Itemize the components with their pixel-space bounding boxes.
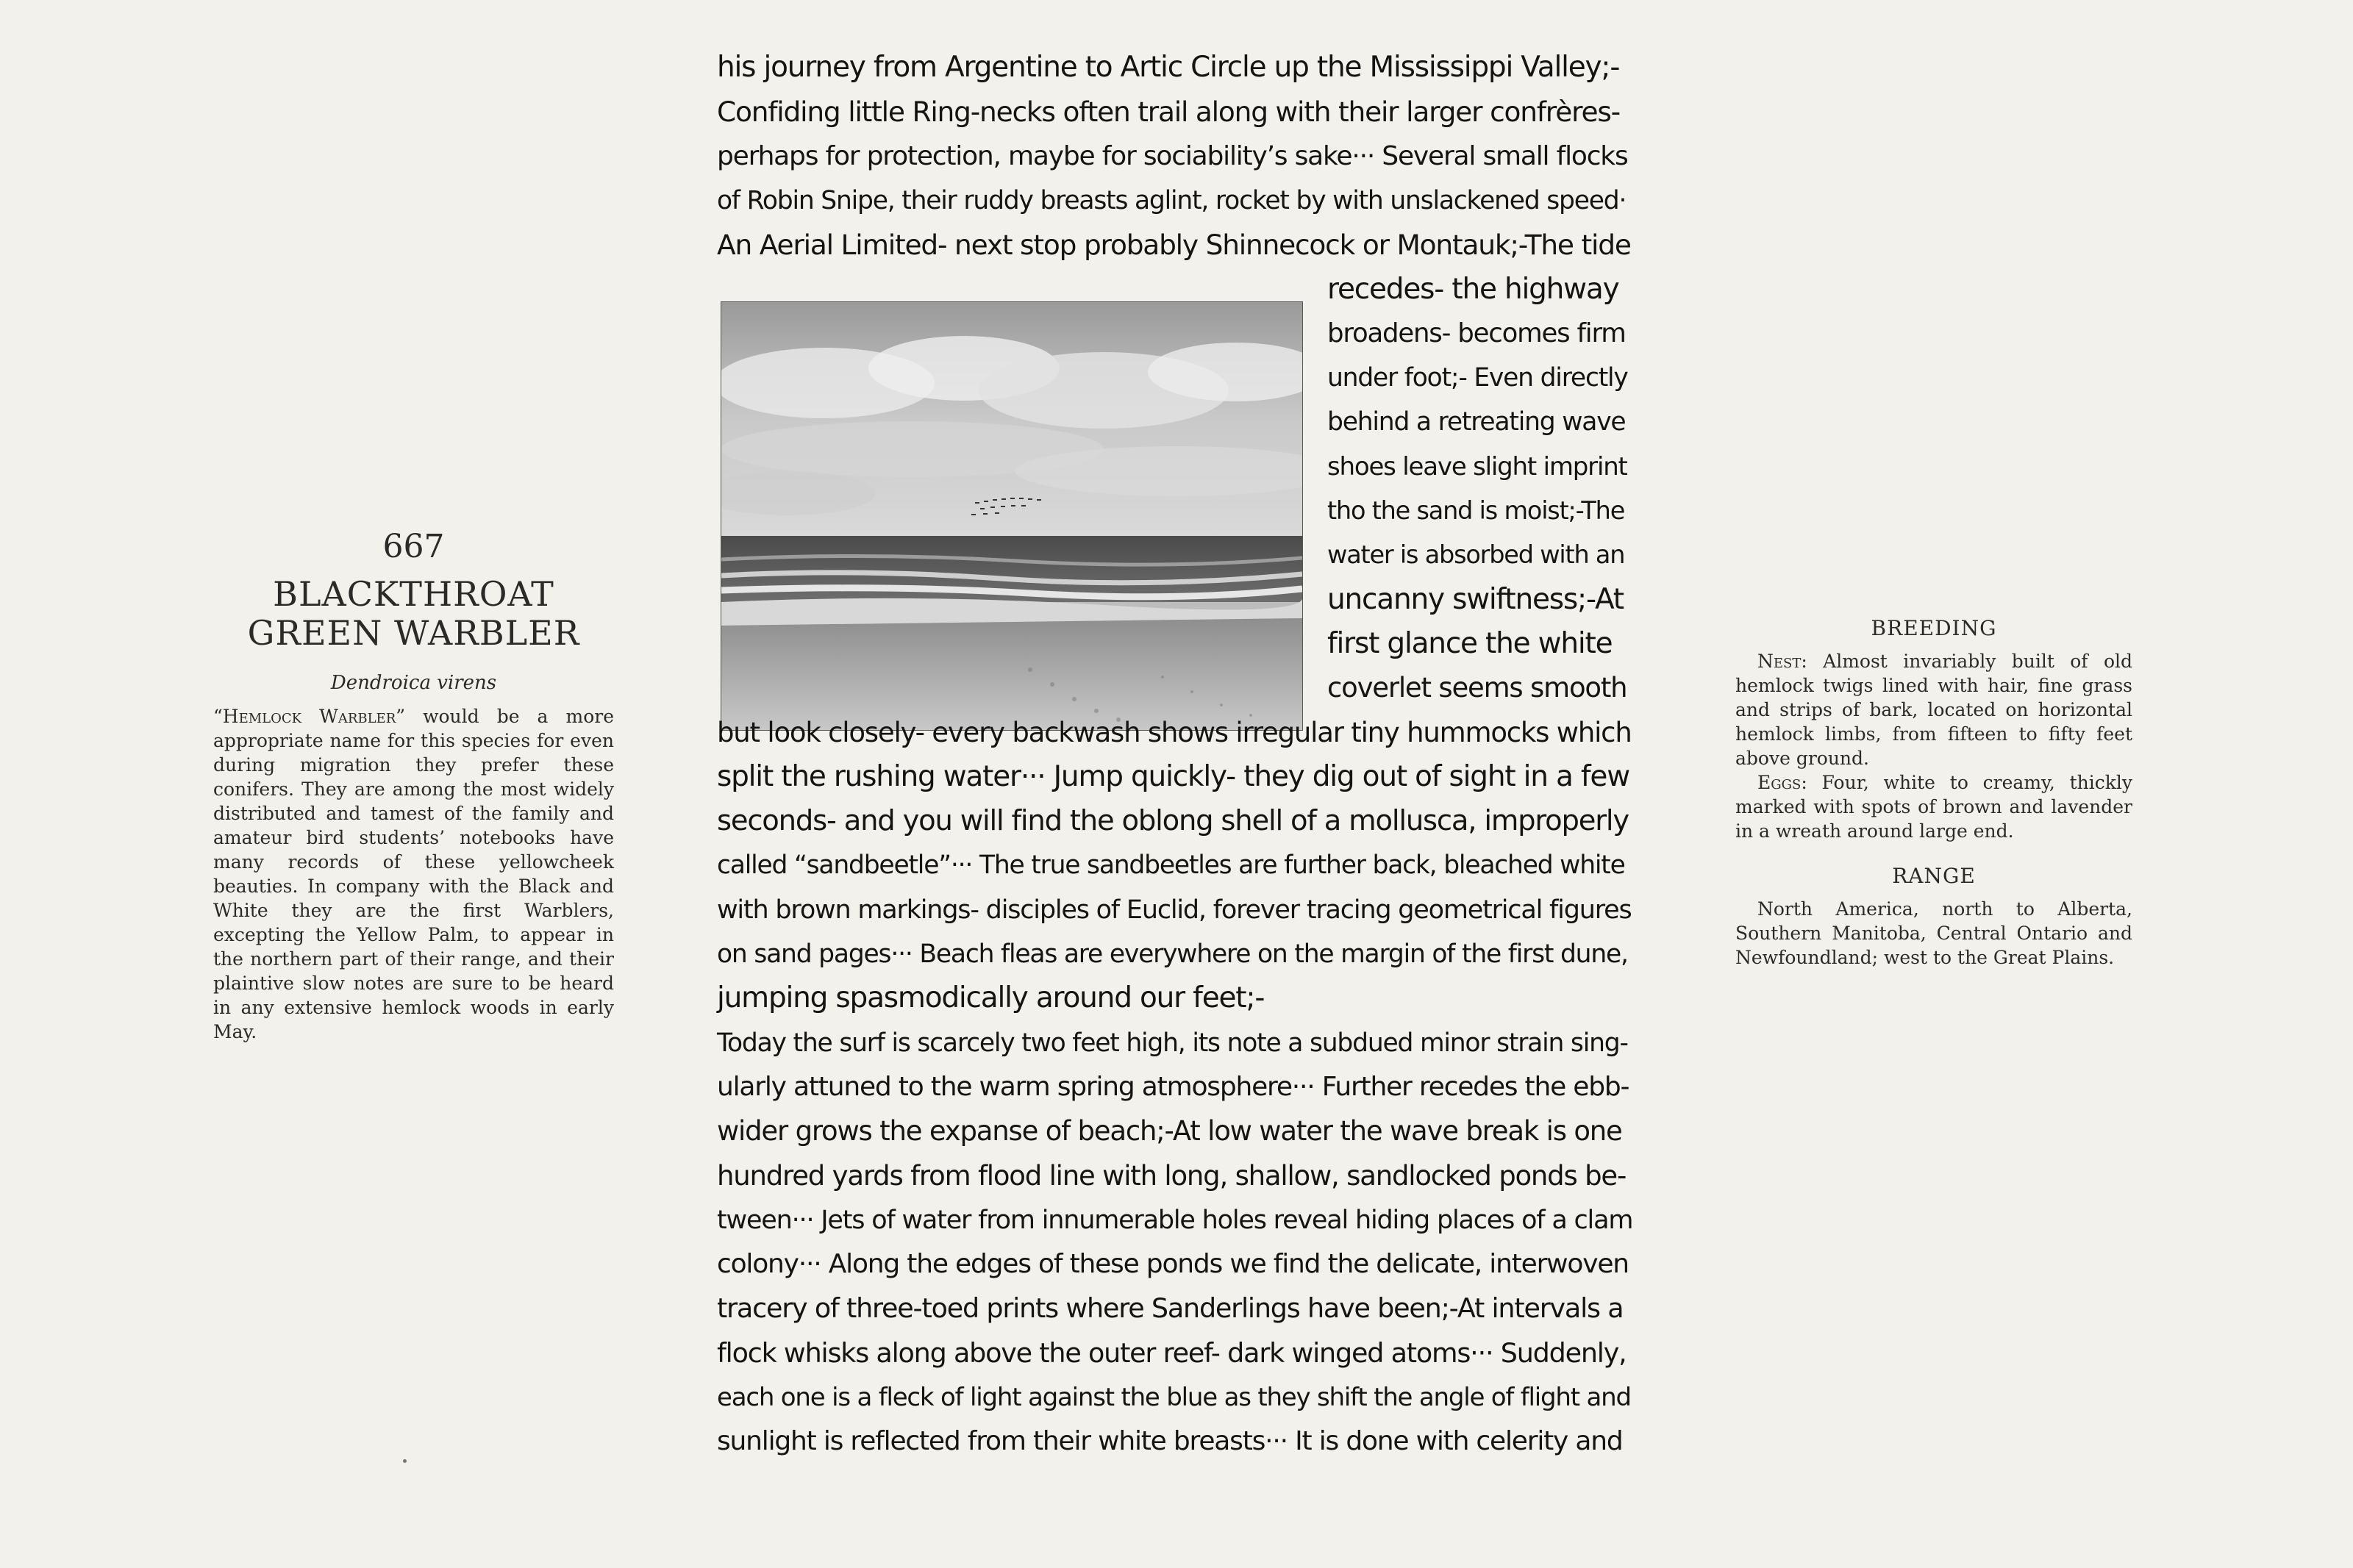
narrative-line: but look closely- every backwash shows irregular tiny hummocks which <box>717 716 1632 748</box>
narrative-line: with brown markings- disciples of Euclid, forever tracing geometrical figures <box>717 895 1632 925</box>
narrative-line: jumping spasmodically around our feet;- <box>717 981 1265 1015</box>
eggs-label: Eggs: <box>1757 772 1807 793</box>
nest-label: Nest: <box>1757 651 1807 672</box>
common-name-line-1: BLACKTHROAT <box>273 574 554 615</box>
narrative-line: Confiding little Ring-necks often trail along with their larger confrères- <box>717 96 1621 129</box>
paper-speck <box>403 1459 407 1463</box>
common-name-line-2: GREEN WARBLER <box>247 613 580 654</box>
plate-number: 667 <box>382 528 445 565</box>
narrative-line: sunlight is reflected from their white breasts··· It is done with celerity and <box>717 1426 1623 1457</box>
narrative-line: broadens- becomes firm <box>1327 318 1626 348</box>
breeding-range-panel <box>1735 616 2132 970</box>
narrative-line: each one is a fleck of light against the blue as they shift the angle of flight and <box>717 1383 1631 1412</box>
narrative-line: ularly attuned to the warm spring atmosphere··· Further recedes the ebb- <box>717 1071 1629 1102</box>
narrative-line: recedes- the highway <box>1327 272 1619 306</box>
range-description: North America, north to Alberta, Southern Manitoba, Central Ontario and Newfoundland; west to the Great Plains. <box>1735 898 2132 968</box>
narrative-line: flock whisks along above the outer reef- dark winged atoms··· Suddenly, <box>717 1336 1627 1369</box>
narrative-line: tween··· Jets of water from innumerable holes reveal hiding places of a clam <box>717 1205 1633 1235</box>
narrative-line: uncanny swiftness;-At <box>1327 582 1624 616</box>
narrative-line: under foot;- Even directly <box>1327 363 1628 393</box>
eggs-description <box>1735 770 2132 843</box>
narrative-line: colony··· Along the edges of these ponds we find the delicate, interwoven <box>717 1249 1629 1280</box>
range-heading: RANGE <box>1892 864 1976 888</box>
narrative-line: split the rushing water··· Jump quickly- they dig out of sight in a few <box>717 759 1629 793</box>
narrative-line: water is absorbed with an <box>1327 540 1625 570</box>
narrative-line: seconds- and you will find the oblong shell of a mollusca, improperly <box>717 804 1629 838</box>
species-latin-name: Dendroica virens <box>330 672 497 695</box>
narrative-line: of Robin Snipe, their ruddy breasts aglint, rocket by with unslackened speed· <box>717 185 1627 215</box>
narrative-line: on sand pages··· Beach fleas are everywhere on the margin of the first dune, <box>717 939 1628 969</box>
breeding-heading: BREEDING <box>1871 616 1997 640</box>
nest-description <box>1735 649 2132 770</box>
nest-text: Almost invariably built of old hemlock twigs lined with hair, fine grass and strips of bark, located on horizontal hemlock limbs, from fifteen to fifty feet above ground. <box>1735 651 2132 769</box>
narrative-line: coverlet seems smooth <box>1327 672 1627 704</box>
narrative-line: his journey from Argentine to Artic Circle up the Mississippi Valley;- <box>717 51 1620 84</box>
narrative-column <box>717 46 1632 1523</box>
narrative-line: behind a retreating wave <box>1327 407 1626 437</box>
narrative-line: shoes leave slight imprint <box>1327 451 1627 482</box>
narrative-line: hundred yards from flood line with long, shallow, sandlocked ponds be- <box>717 1159 1627 1192</box>
narrative-line: An Aerial Limited- next stop probably Shinnecock or Montauk;-The tide <box>717 229 1631 262</box>
narrative-line: tho the sand is moist;-The <box>1327 496 1625 525</box>
description-body: would be a more appropriate name for this species for even during migration they prefer these conifers. They are among the most widely distributed and tamest of the family and amateur bird students’ notebooks have many records of these yellowcheek beauties. In company with the Black and White they are the first Warblers, excepting the Yellow Palm, to appear in the northern part of their range, and their plaintive slow notes are sure to be heard in any extensive hemlock woods in early May. <box>213 706 615 1043</box>
narrative-line: perhaps for protection, maybe for sociability’s sake··· Several small flocks <box>717 140 1628 171</box>
narrative-line: first glance the white <box>1327 626 1613 660</box>
description-lead: “Hemlock Warbler” <box>213 706 406 728</box>
narrative-line: tracery of three-toed prints where Sanderlings have been;-At intervals a <box>717 1292 1624 1325</box>
species-description <box>213 704 614 1044</box>
beach-photograph <box>721 301 1303 731</box>
beach-photo-image <box>721 302 1302 730</box>
species-panel <box>213 529 614 1044</box>
narrative-line: called “sandbeetle”··· The true sandbeetles are further back, bleached white <box>717 851 1625 881</box>
eggs-text: Four, white to creamy, thickly marked with spots of brown and lavender in a wreath around large end. <box>1735 772 2132 842</box>
species-common-name <box>213 575 614 653</box>
narrative-line: Today the surf is scarcely two feet high, its note a subdued minor strain sing- <box>717 1028 1628 1058</box>
narrative-line: wider grows the expanse of beach;-At low water the wave break is one <box>717 1115 1622 1148</box>
